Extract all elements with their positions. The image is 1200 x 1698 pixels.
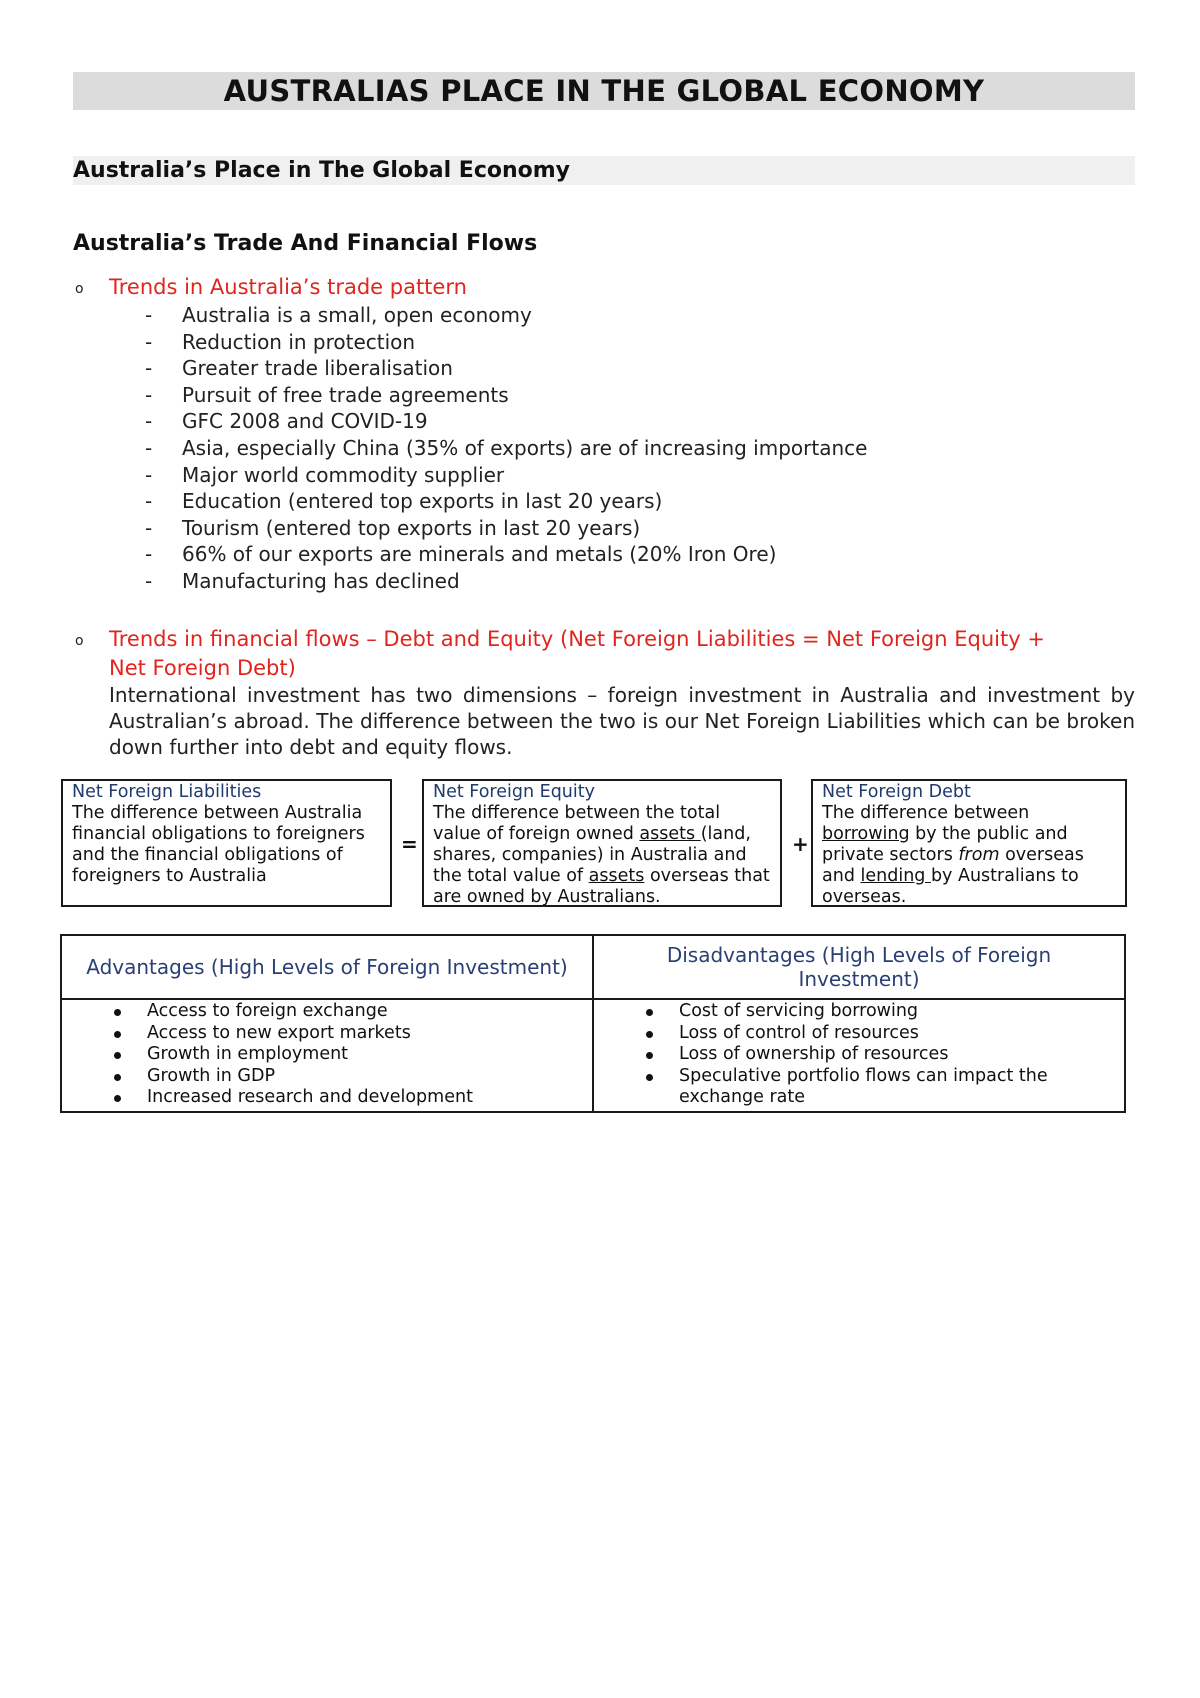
disadvantage-item: Loss of ownership of resources (594, 1044, 1124, 1066)
list-item: - 66% of our exports are minerals and metals (20% Iron Ore) (145, 541, 867, 568)
advantages-disadvantages-table (60, 934, 1126, 1113)
list-item: - Reduction in protection (145, 329, 867, 356)
bullet-marker: o (75, 281, 84, 297)
list-item: - Australia is a small, open economy (145, 302, 867, 329)
trade-trends-list (145, 302, 867, 595)
disadvantage-item: Cost of servicing borrowing (594, 1001, 1124, 1023)
disadvantage-item: Speculative portfolio flows can impact the exchange rate (594, 1066, 1124, 1109)
net-foreign-liabilities-box (61, 779, 392, 907)
list-item: - Manufacturing has declined (145, 568, 867, 595)
equals-sign: = (401, 832, 418, 856)
net-foreign-equity-box (422, 779, 782, 907)
net-foreign-debt-box (811, 779, 1127, 907)
disadvantage-item: Loss of control of resources (594, 1023, 1124, 1045)
advantage-item: Increased research and development (62, 1087, 592, 1109)
financial-flows-paragraph: International investment has two dimensions – foreign investment in Australia and investment by Australian’s abroad. The difference between the two is our Net Foreign Liabilities which can be broken down further into debt and equity flows. (109, 683, 1135, 759)
box-text: The difference between the total value of foreign owned assets (land, shares, companies) in Australia and the total value of assets overseas that are owned by Australians. (433, 803, 770, 907)
box-text: The difference between borrowing by the public and private sectors from overseas and lending by Australians to overseas. (822, 803, 1084, 907)
advantages-list (62, 1001, 592, 1109)
disadvantages-header: Disadvantages (High Levels of Foreign Investment) (593, 935, 1125, 999)
list-item: - Tourism (entered top exports in last 20 years) (145, 515, 867, 542)
bullet-marker: o (75, 633, 84, 649)
list-item: - Greater trade liberalisation (145, 355, 867, 382)
plus-sign: + (792, 832, 809, 856)
box-title: Net Foreign Debt (822, 782, 971, 802)
financial-flows-heading-line2: Net Foreign Debt) (109, 656, 296, 680)
advantage-item: Access to new export markets (62, 1023, 592, 1045)
list-item: - Pursuit of free trade agreements (145, 382, 867, 409)
advantage-item: Access to foreign exchange (62, 1001, 592, 1023)
section-heading: Australia’s Place in The Global Economy (73, 156, 1135, 185)
advantage-item: Growth in employment (62, 1044, 592, 1066)
list-item: - Asia, especially China (35% of exports) are of increasing importance (145, 435, 867, 462)
disadvantages-list (594, 1001, 1124, 1109)
box-title: Net Foreign Equity (433, 782, 595, 802)
list-item: - Major world commodity supplier (145, 462, 867, 489)
list-item: - GFC 2008 and COVID-19 (145, 408, 867, 435)
sub-heading: Australia’s Trade And Financial Flows (73, 231, 538, 256)
advantages-cell (61, 999, 593, 1112)
page-title: AUSTRALIAS PLACE IN THE GLOBAL ECONOMY (73, 72, 1135, 110)
box-title: Net Foreign Liabilities (72, 782, 262, 802)
disadvantages-cell (593, 999, 1125, 1112)
advantages-header: Advantages (High Levels of Foreign Investment) (61, 935, 593, 999)
financial-flows-heading-line1: Trends in financial flows – Debt and Equity (Net Foreign Liabilities = Net Foreign Equity + (109, 627, 1045, 651)
list-item: - Education (entered top exports in last 20 years) (145, 488, 867, 515)
advantage-item: Growth in GDP (62, 1066, 592, 1088)
trade-trends-heading-text: Trends in Australia’s trade pattern (109, 275, 467, 299)
box-text: The difference between Australia financial obligations to foreigners and the financial obligations of foreigners to Australia (72, 803, 365, 886)
